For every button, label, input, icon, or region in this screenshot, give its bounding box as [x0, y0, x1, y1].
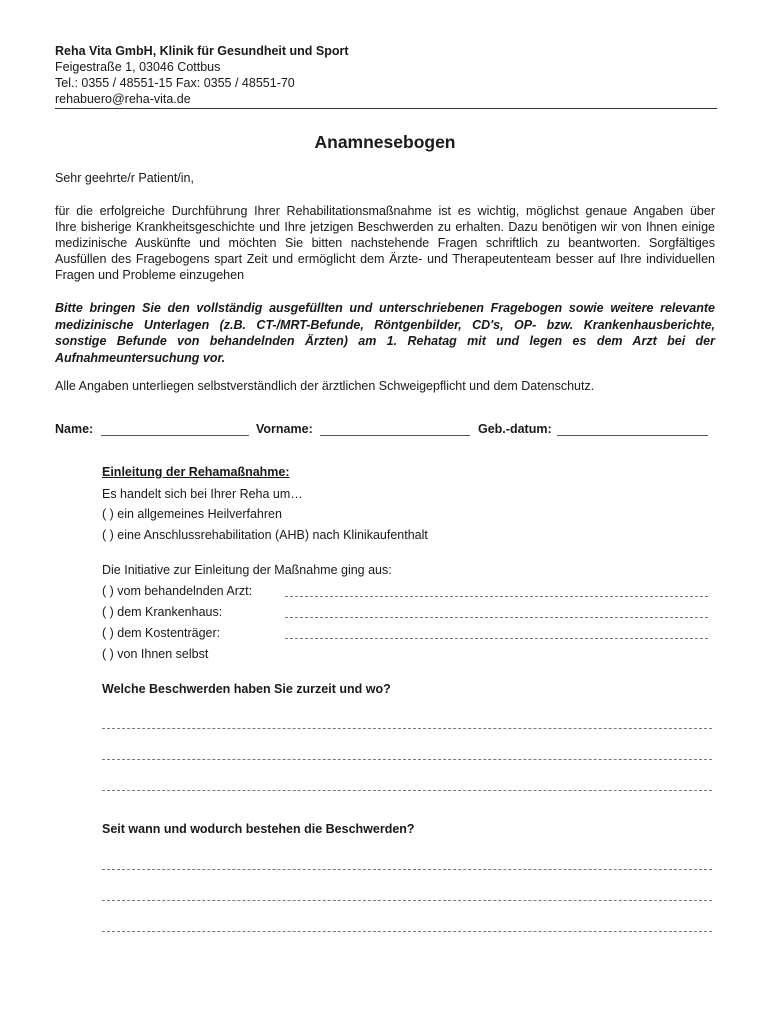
vorname-field[interactable] [320, 435, 470, 436]
birthdate-field[interactable] [557, 435, 708, 436]
option-arzt[interactable]: ( ) vom behandelnden Arzt: [102, 584, 253, 598]
notice-line: medizinische Unterlagen (z.B. CT-/MRT-Befunde, Röntgenbilder, CD's, OP- bzw. Krankenhausberichte, [55, 317, 715, 332]
header-divider [55, 108, 717, 109]
name-label: Name: [55, 422, 94, 436]
intro-line: Ausfüllen des Fragebogens spart Zeit und ermöglicht dem Ärzte- und Therapeutenteam besser auf Ihre individuellen [55, 252, 715, 266]
org-email: rehabuero@reha-vita.de [55, 92, 191, 106]
section-heading-rehamassnahme: Einleitung der Rehamaßnahme: [102, 465, 290, 479]
answer-line[interactable] [102, 759, 712, 760]
option-selbst[interactable]: ( ) von Ihnen selbst [102, 647, 209, 661]
answer-line[interactable] [102, 931, 712, 932]
kostentraeger-field[interactable] [285, 638, 708, 639]
intro-line: Fragen und Probleme einzugehen [55, 268, 245, 282]
org-phone: Tel.: 0355 / 48551-15 Fax: 0355 / 48551-70 [55, 76, 295, 90]
option-kostentraeger[interactable]: ( ) dem Kostenträger: [102, 626, 221, 640]
intro-line: für die erfolgreiche Durchführung Ihrer Rehabilitationsmaßnahme ist es wichtig, möglichst genaue Angaben über [55, 204, 715, 218]
notice-line: Bitte bringen Sie den vollständig ausgefüllten und unterschriebenen Fragebogen sowie weitere relevante [55, 301, 715, 315]
answer-line[interactable] [102, 790, 712, 791]
salutation: Sehr geehrte/r Patient/in, [55, 171, 194, 185]
vorname-label: Vorname: [256, 422, 313, 436]
notice-paragraph [55, 300, 715, 366]
option-ahb[interactable]: ( ) eine Anschlussrehabilitation (AHB) nach Klinikaufenthalt [102, 528, 428, 542]
option-krankenhaus[interactable]: ( ) dem Krankenhaus: [102, 605, 223, 619]
complaints-question: Welche Beschwerden haben Sie zurzeit und wo? [102, 682, 391, 696]
name-field[interactable] [101, 435, 249, 436]
birthdate-label: Geb.-datum: [478, 422, 552, 436]
notice-line: Aufnahmeuntersuchung vor. [55, 350, 226, 365]
privacy-note: Alle Angaben unterliegen selbstverständlich der ärztlichen Schweigepflicht und dem Datenschutz. [55, 379, 595, 393]
arzt-field[interactable] [285, 596, 708, 597]
intro-paragraph [55, 203, 715, 283]
option-heilverfahren[interactable]: ( ) ein allgemeines Heilverfahren [102, 507, 282, 521]
since-question: Seit wann und wodurch bestehen die Beschwerden? [102, 822, 415, 836]
answer-line[interactable] [102, 900, 712, 901]
notice-line: sonstige Befunde von behandelnden Ärzten) am 1. Rehatag mit und legen es dem Arzt bei der [55, 334, 715, 348]
intro-line: medizinische Auskünfte und möchten Sie bitten nachstehende Fragen schriftlich zu beantworten. Sorgfältiges [55, 236, 715, 250]
intro-line: Ihre bisherige Krankheitsgeschichte und Ihre jetzigen Beschwerden zu erhalten. Dazu benötigen wir von Ihnen einige [55, 220, 715, 234]
org-address: Feigestraße 1, 03046 Cottbus [55, 60, 221, 74]
answer-line[interactable] [102, 869, 712, 870]
initiative-question: Die Initiative zur Einleitung der Maßnahme ging aus: [102, 563, 392, 577]
page-title: Anamnesebogen [314, 132, 456, 152]
reha-type-question: Es handelt sich bei Ihrer Reha um… [102, 487, 303, 501]
org-name: Reha Vita GmbH, Klinik für Gesundheit und Sport [55, 44, 349, 58]
answer-line[interactable] [102, 728, 712, 729]
krankenhaus-field[interactable] [285, 617, 708, 618]
